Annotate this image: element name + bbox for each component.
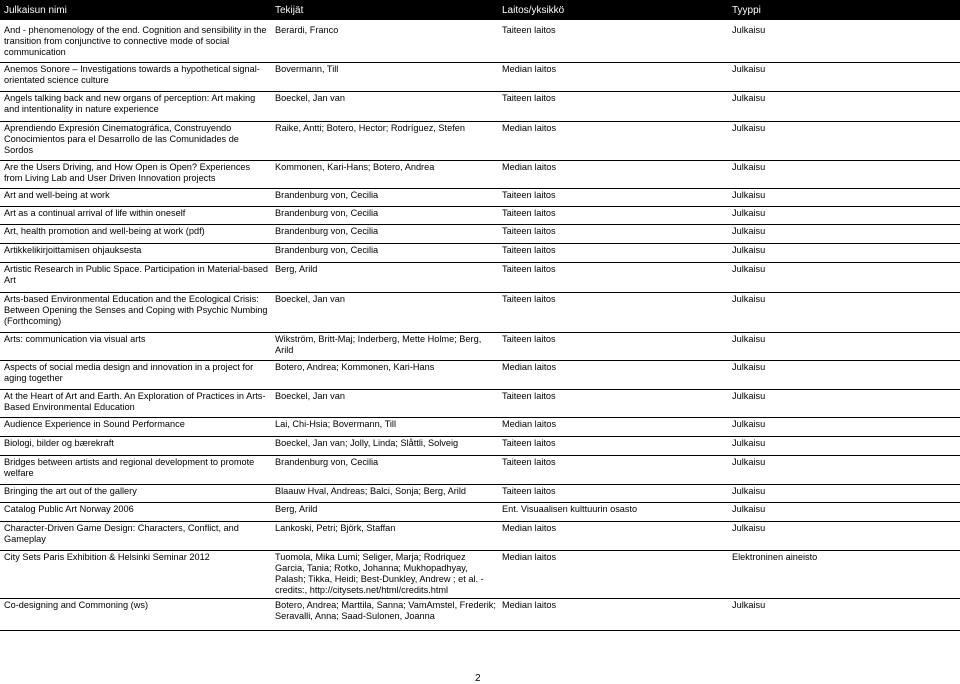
publication-authors: Brandenburg von, Cecilia: [275, 190, 379, 200]
publication-title: Catalog Public Art Norway 2006: [4, 504, 134, 514]
publication-authors: Raike, Antti; Botero, Hector; Rodríguez, Stefen: [275, 123, 465, 133]
row-divider: [0, 121, 960, 122]
publication-department: Median laitos: [502, 523, 557, 533]
publication-authors: Brandenburg von, Cecilia: [275, 226, 379, 236]
row-divider: [0, 484, 960, 485]
page-number: 2: [475, 673, 481, 684]
publication-title: At the Heart of Art and Earth. An Exploration of Practices in Arts-Based Environmental Education: [4, 391, 266, 412]
row-divider: [0, 455, 960, 456]
row-divider: [0, 598, 960, 599]
publication-type: Julkaisu: [732, 93, 766, 103]
row-divider: [0, 243, 960, 244]
publication-type: Julkaisu: [732, 419, 766, 429]
publication-department: Taiteen laitos: [502, 190, 556, 200]
publication-type: Julkaisu: [732, 523, 766, 533]
publication-authors: Botero, Andrea; Kommonen, Kari-Hans: [275, 362, 435, 372]
row-divider: [0, 188, 960, 189]
row-divider: [0, 502, 960, 503]
publication-authors: Berg, Arild: [275, 504, 318, 514]
row-divider: [0, 206, 960, 207]
publication-department: Median laitos: [502, 600, 557, 610]
publication-authors: Brandenburg von, Cecilia: [275, 208, 379, 218]
row-divider: [0, 160, 960, 161]
publication-title: Aspects of social media design and innovation in a project for aging together: [4, 362, 254, 383]
publication-department: Taiteen laitos: [502, 457, 556, 467]
publication-title: Angels talking back and new organs of perception: Art making and intentionality in nature experience: [4, 93, 256, 114]
publication-department: Median laitos: [502, 362, 557, 372]
row-divider: [0, 224, 960, 225]
publication-type: Julkaisu: [732, 208, 766, 218]
header-title: Julkaisun nimi: [4, 5, 67, 16]
publication-department: Taiteen laitos: [502, 334, 556, 344]
publication-authors: Kommonen, Kari-Hans; Botero, Andrea: [275, 162, 435, 172]
publication-authors: Lankoski, Petri; Björk, Staffan: [275, 523, 396, 533]
publication-type: Julkaisu: [732, 486, 766, 496]
publication-title: Character-Driven Game Design: Characters, Conflict, and Gameplay: [4, 523, 239, 544]
publication-department: Taiteen laitos: [502, 438, 556, 448]
publication-type: Julkaisu: [732, 504, 766, 514]
publication-title: Artikkelikirjoittamisen ohjauksesta: [4, 245, 142, 255]
publication-authors: Brandenburg von, Cecilia: [275, 245, 379, 255]
row-divider: [0, 360, 960, 361]
publication-title: Art, health promotion and well-being at work (pdf): [4, 226, 205, 236]
publication-type: Julkaisu: [732, 600, 766, 610]
publication-title: Arts-based Environmental Education and the Ecological Crisis: Between Opening the Senses and Coping with Psychic Numbing (Forthcoming): [4, 294, 268, 326]
publication-type: Julkaisu: [732, 362, 766, 372]
row-divider: [0, 292, 960, 293]
publication-department: Taiteen laitos: [502, 294, 556, 304]
header-type: Tyyppi: [732, 5, 761, 16]
publication-department: Taiteen laitos: [502, 93, 556, 103]
row-divider: [0, 550, 960, 551]
publication-title: Bringing the art out of the gallery: [4, 486, 137, 496]
publication-authors: Bovermann, Till: [275, 64, 339, 74]
header-department: Laitos/yksikkö: [502, 5, 565, 16]
publication-department: Taiteen laitos: [502, 391, 556, 401]
row-divider: [0, 62, 960, 63]
publication-authors: Blaauw Hval, Andreas; Balci, Sonja; Berg, Arild: [275, 486, 466, 496]
publication-title: Art and well-being at work: [4, 190, 110, 200]
publication-authors: Brandenburg von, Cecilia: [275, 457, 379, 467]
publication-authors: Boeckel, Jan van: [275, 391, 345, 401]
publication-type: Julkaisu: [732, 245, 766, 255]
publication-type: Julkaisu: [732, 294, 766, 304]
publication-title: Co-designing and Commoning (ws): [4, 600, 149, 610]
row-divider: [0, 521, 960, 522]
publication-department: Median laitos: [502, 123, 557, 133]
publication-department: Taiteen laitos: [502, 226, 556, 236]
publication-department: Taiteen laitos: [502, 208, 556, 218]
publication-authors: Boeckel, Jan van: [275, 93, 345, 103]
publication-authors: Boeckel, Jan van: [275, 294, 345, 304]
publication-title: Biologi, bilder og bærekraft: [4, 438, 114, 448]
row-divider: [0, 389, 960, 390]
publication-title: And - phenomenology of the end. Cognition and sensibility in the transition from conjunctive to connective mode of social communication: [4, 25, 267, 57]
publication-title: Arts: communication via visual arts: [4, 334, 146, 344]
publication-department: Median laitos: [502, 552, 557, 562]
publication-type: Julkaisu: [732, 64, 766, 74]
publication-department: Taiteen laitos: [502, 486, 556, 496]
publication-department: Median laitos: [502, 419, 557, 429]
table-header: [0, 0, 960, 20]
publication-type: Julkaisu: [732, 123, 766, 133]
publication-type: Julkaisu: [732, 190, 766, 200]
publication-authors: Lai, Chi-Hsia; Bovermann, Till: [275, 419, 397, 429]
publication-type: Julkaisu: [732, 391, 766, 401]
publication-department: Taiteen laitos: [502, 264, 556, 274]
publication-title: Audience Experience in Sound Performance: [4, 419, 185, 429]
publication-title: City Sets Paris Exhibition & Helsinki Seminar 2012: [4, 552, 210, 562]
publication-type: Julkaisu: [732, 438, 766, 448]
publication-type: Julkaisu: [732, 25, 766, 35]
publication-title: Bridges between artists and regional development to promote welfare: [4, 457, 255, 478]
publication-type: Julkaisu: [732, 226, 766, 236]
publication-authors: Botero, Andrea; Marttila, Sanna; VamAmstel, Frederik; Seravalli, Anna; Saad-Sulonen, Joanna: [275, 600, 496, 621]
publication-department: Taiteen laitos: [502, 25, 556, 35]
row-divider: [0, 91, 960, 92]
publication-department: Median laitos: [502, 162, 557, 172]
row-divider: [0, 332, 960, 333]
row-divider: [0, 436, 960, 437]
row-divider: [0, 417, 960, 418]
publication-type: Julkaisu: [732, 457, 766, 467]
publication-department: Ent. Visuaalisen kulttuurin osasto: [502, 504, 638, 514]
header-authors: Tekijät: [275, 5, 304, 16]
publication-department: Median laitos: [502, 64, 557, 74]
publication-title: Are the Users Driving, and How Open is Open? Experiences from Living Lab and User Driven Innovation projects: [4, 162, 251, 183]
publication-title: Artistic Research in Public Space. Participation in Material-based Art: [4, 264, 269, 285]
publication-department: Taiteen laitos: [502, 245, 556, 255]
publication-title: Aprendiendo Expresión Cinematográfica, Construyendo Conocimientos para el Desarrollo de las Comunidades de Sordos: [4, 123, 239, 155]
publication-type: Julkaisu: [732, 264, 766, 274]
publication-authors: Wikström, Britt-Maj; Inderberg, Mette Holme; Berg, Arild: [275, 334, 482, 355]
publication-type: Julkaisu: [732, 162, 766, 172]
row-divider: [0, 262, 960, 263]
publication-authors: Berg, Arild: [275, 264, 318, 274]
publication-authors: Tuomola, Mika Lumi; Seliger, Marja; Rodriquez Garcia, Tania; Rotko, Johanna; Mukhopadhyay, Palash; Tikka, Heidi; Best-Dunkley, Andrew ; et al. - credits:, http://citysets.net/html/credits.html: [275, 552, 484, 595]
publication-authors: Boeckel, Jan van; Jolly, Linda; Slåttli, Solveig: [275, 438, 459, 448]
publication-authors: Berardi, Franco: [275, 25, 339, 35]
publication-title: Anemos Sonore – Investigations towards a hypothetical signal-orientated science culture: [4, 64, 260, 85]
publication-type: Elektroninen aineisto: [732, 552, 818, 562]
publication-type: Julkaisu: [732, 334, 766, 344]
publication-title: Art as a continual arrival of life within oneself: [4, 208, 186, 218]
row-divider: [0, 630, 960, 631]
